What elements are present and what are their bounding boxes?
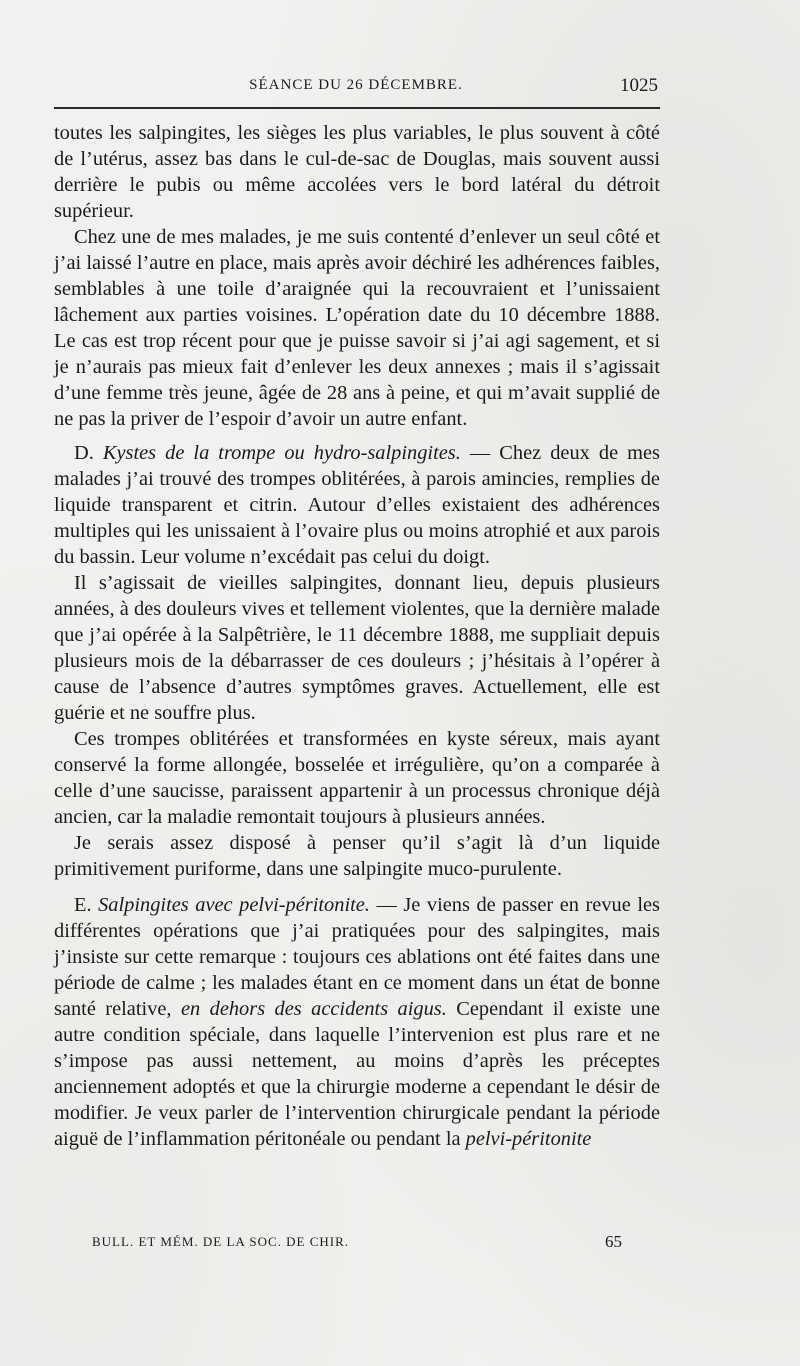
section-d-lead: D. xyxy=(74,442,94,464)
section-e-final-term: pelvi-péritonite xyxy=(465,1128,592,1150)
paragraph-2: Chez une de mes malades, je me suis contenté d’enlever un seul côté et j’ai laissé l’autre en place, mais après avoir déchiré les adhérences faibles, semblables à une toile d’araignée qui la recouvraient et l’unissaient lâchement aux parties voisines. L’opération date du 10 décembre 1888. Le cas est trop récent pour que je puisse savoir si j’ai agi sagement, et si je n’aurais pas mieux fait d’enlever les deux annexes ; mais il s’agissait d’une femme très jeune, âgée de 28 ans à peine, et qui m’avait supplié de ne pas la priver de l’espoir d’avoir un autre enfant. xyxy=(54,226,660,430)
paragraph-5: Ces trompes oblitérées et transformées en kyste séreux, mais ayant conservé la forme allongée, bosselée et irrégulière, qu’on a comparée à celle d’une saucisse, paraissent appartenir à un processus chronique déjà ancien, car la maladie remontait toujours à plusieurs années. xyxy=(54,728,660,828)
paragraph-6: Je serais assez disposé à penser qu’il s’agit là d’un liquide primitivement puriforme, dans une salpingite muco-purulente. xyxy=(54,832,660,880)
section-e-title: Salpingites avec pelvi-péritonite. xyxy=(98,894,370,916)
paragraph-1: toutes les salpingites, les sièges les plus variables, le plus souvent à côté de l’utérus, assez bas dans le cul-de-sac de Douglas, mais souvent aussi derrière le pubis ou même accolées vers le bord latéral du détroit supérieur. xyxy=(54,122,660,222)
paragraph-4: Il s’agissait de vieilles salpingites, donnant lieu, depuis plusieurs années, à des douleurs vives et tellement violentes, que la dernière malade que j’ai opérée à la Salpêtrière, le 11 décembre 1888, me suppliait depuis plusieurs mois de la débarrasser de ces douleurs ; j’hésitais à l’opérer à cause de l’absence d’autres symptômes graves. Actuellement, elle est guérie et ne souffre plus. xyxy=(54,572,660,724)
body-text xyxy=(54,120,660,1152)
running-title: SÉANCE DU 26 DÉCEMBRE. xyxy=(249,77,463,93)
section-d-text: — Chez deux de mes malades j’ai trouvé des trompes oblitérées, à parois amincies, remplies de liquide transparent et citrin. Autour d’elles existaient des adhérences multiples qui les unissaient à l’ovaire plus ou moins atrophié et aux parois du bassin. Leur volume n’excédait pas celui du doigt. xyxy=(54,442,660,568)
paragraph-section-e xyxy=(54,892,660,1152)
section-e-text-continued: Cependant il existe une autre condition spéciale, dans laquelle l’intervenion est plus rare et ne s’impose pas aussi nettement, au moins d’après les préceptes anciennement adoptés et que la chirurgie moderne a cependant le désir de modifier. Je veux parler de l’intervention chirurgicale pendant la période aiguë de l’inflammation péritonéale ou pendant la xyxy=(54,998,661,1150)
section-e-emphasis: en dehors des accidents aigus. xyxy=(180,998,447,1020)
header-rule xyxy=(54,107,660,109)
page-footer xyxy=(92,1232,658,1256)
journal-signature: BULL. ET MÉM. DE LA SOC. DE CHIR. xyxy=(92,1234,350,1249)
printer-signature-mark: 65 xyxy=(605,1232,622,1251)
section-e-text: — Je viens de passer en revue les différentes opérations que j’ai pratiquées pour des salpingites, mais j’insiste sur cette remarque : toujours ces ablations ont été faites dans une période de calme ; les malades étant en ce moment dans un état de bonne santé relative, xyxy=(54,894,660,1020)
section-e-lead: E. xyxy=(74,894,92,916)
running-head xyxy=(54,77,658,101)
page-number: 1025 xyxy=(620,75,658,96)
paragraph-section-d xyxy=(54,440,660,570)
section-d-title: Kystes de la trompe ou hydro-salpingites. xyxy=(102,442,461,464)
